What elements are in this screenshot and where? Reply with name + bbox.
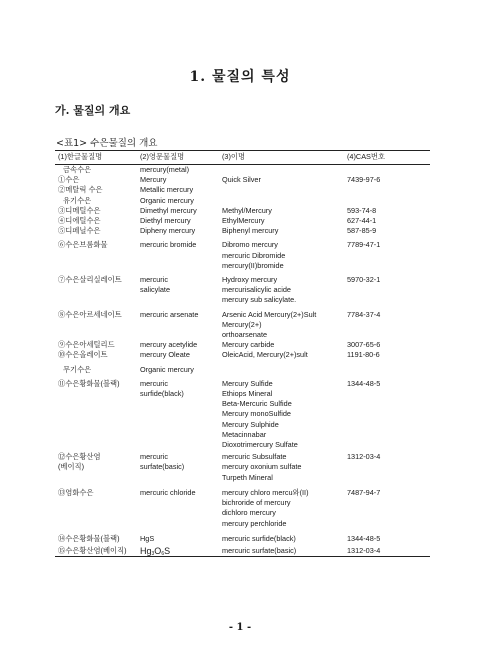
table-row [55, 452, 430, 483]
cell-korean-name: ⑤디페닐수은 [58, 226, 101, 236]
cell-cas-number: 1344-48-5 [347, 378, 381, 388]
cell-cas-number [347, 165, 430, 175]
table-row [55, 534, 430, 544]
cell-english-name: mercuric surfate(basic) [140, 452, 185, 472]
table-row [55, 340, 430, 350]
header-alias: (3)이명 [222, 152, 246, 162]
cell-cas-number: 7439-97-6 [347, 175, 381, 185]
cell-cas-number: 1344-48-5 [347, 533, 381, 543]
cell-alias: Dibromo mercury mercuric Dibromide mercury(II)bromide [222, 240, 286, 270]
cell-korean-name: ⑪수은황화물(블랙) [58, 378, 120, 388]
cell-korean-name: ⑨수은아세틸리드 [58, 340, 115, 350]
cell-english-name: mercury(metal) [140, 165, 190, 174]
cell-alias [222, 196, 347, 206]
cell-english-name: mercuric surfide(black) [140, 378, 184, 399]
cell-alias: mercuric surfide(black) [222, 533, 296, 543]
cell-english-name: Diethyl mercury [140, 216, 191, 226]
cell-cas-number: 7789-47-1 [347, 240, 381, 250]
cell-cas-number: 627-44-1 [347, 216, 377, 226]
cell-cas-number: 7487-94-7 [347, 487, 381, 497]
cell-korean-name: ②메탈릭 수은 [58, 185, 103, 195]
table-row [55, 546, 430, 556]
cell-alias: mercuric surfate(basic) [222, 545, 297, 555]
cell-korean-name: ⑮수은황산염(베이직) [58, 545, 127, 555]
cell-english-name: mercuric bromide [140, 240, 197, 250]
cell-english-name: mercuric salicylate [140, 275, 171, 295]
cell-alias: Mercury carbide [222, 340, 275, 350]
cell-korean-name: ①수은 [58, 175, 80, 185]
table-row [55, 206, 430, 216]
cell-korean-name: 금속수은 [63, 165, 92, 174]
cell-korean-name: ⑥수은브롬화물 [58, 240, 108, 250]
cell-alias [222, 365, 347, 375]
cell-cas-number: 1312-03-4 [347, 545, 381, 555]
cell-korean-name: 유기수은 [63, 195, 92, 205]
cell-english-name: Mercury [140, 175, 167, 185]
cell-cas-number: 3007-65-6 [347, 340, 381, 350]
cell-english-name: mercury acetylide [140, 340, 198, 350]
cell-alias: Arsenic Acid Mercury(2+)Sult Mercury(2+) orthoarsenate [222, 309, 317, 340]
table-row [55, 175, 430, 185]
cell-alias: mercuric Subsulfate mercury oxonium sulfate Turpeth Mineral [222, 452, 302, 482]
cell-english-name: mercuric chloride [140, 487, 196, 497]
cell-korean-name: ⑬염화수은 [58, 487, 94, 497]
cell-alias [222, 165, 347, 175]
table-header-row [55, 151, 430, 165]
cell-korean-name: ⑩수은올레이트 [58, 350, 108, 360]
cell-alias: Methyl/Mercury [222, 205, 272, 215]
header-korean-name: (1)한글물질명 [58, 152, 103, 162]
header-cas-number: (4)CAS번호 [347, 152, 386, 162]
cell-alias: mercury chloro mercu와(II) bichroride of mercury dichloro mercury mercury perchloride [222, 487, 309, 528]
cell-english-name: Dipheny mercury [140, 226, 196, 236]
table-row [55, 310, 430, 341]
cell-cas-number [347, 185, 430, 195]
cell-korean-name: 무기수은 [63, 364, 92, 374]
table-row [55, 185, 430, 195]
cell-english-name: mercury Oleate [140, 350, 190, 360]
section-heading: 가. 물질의 개요 [55, 104, 131, 117]
cell-cas-number: 587-85-9 [347, 226, 377, 236]
table-row [55, 240, 430, 271]
cell-cas-number: 1191-80-6 [347, 350, 380, 360]
chemical-formula: $Hg_3O_6S$ [140, 545, 171, 557]
cell-alias: EthylMercury [222, 216, 265, 226]
cell-alias: Mercury Sulfide Ethiops Mineral Beta-Mercuric Sulfide Mercury monoSulfide Mercury Sulphide Metacinnabar Dioxotrimercury Sulfate [222, 378, 298, 450]
cell-cas-number [347, 365, 430, 375]
cell-korean-name: ⑭수은황화물(블랙) [58, 533, 120, 543]
mercury-substances-table [55, 150, 430, 557]
cell-cas-number: 593-74-8 [347, 205, 377, 215]
table-row [55, 216, 430, 226]
cell-cas-number [347, 196, 430, 206]
cell-alias [222, 185, 347, 195]
cell-korean-name: ③디메틸수은 [58, 205, 101, 215]
cell-alias: Biphenyl mercury [222, 226, 279, 236]
page-title: 1. 물질의 특성 [189, 69, 291, 85]
table-body [55, 165, 430, 556]
cell-english-name: Metallic mercury [140, 185, 194, 195]
cell-cas-number: 1312-03-4 [347, 452, 381, 462]
cell-english-name: Dimethyl mercury [140, 205, 197, 215]
cell-alias: Hydroxy mercury mercurisalicylic acide mercury sub salicylate. [222, 275, 297, 305]
table-row [55, 488, 430, 529]
cell-korean-name: ④디에틸수은 [58, 216, 101, 226]
cell-english-name: mercuric arsenate [140, 309, 199, 319]
table-row [55, 379, 430, 450]
cell-alias: Quick Silver [222, 175, 261, 185]
cell-korean-name: ⑧수은아르세네이트 [58, 309, 122, 319]
table-row [55, 196, 430, 206]
cell-korean-name: ⑫수은황산염 (베이직) [58, 452, 101, 472]
cell-cas-number: 5970-32-1 [347, 275, 381, 285]
cell-english-name: Organic mercury [140, 195, 194, 205]
cell-english-name [140, 546, 222, 556]
table-row [55, 350, 430, 360]
page-number: - 1 - [228, 622, 252, 633]
cell-english-name: Organic mercury [140, 364, 194, 374]
table-row [55, 275, 430, 306]
cell-korean-name: ⑦수은살리실레이트 [58, 275, 122, 285]
cell-english-name: HgS [140, 533, 155, 543]
header-english-name: (2)영문물질명 [140, 152, 185, 162]
table-row [55, 226, 430, 236]
cell-alias: OleicAcid, Mercury(2+)sult [222, 350, 308, 360]
table-caption: <표1> 수은물질의 개요 [56, 138, 158, 149]
cell-cas-number: 7784-37-4 [347, 309, 381, 319]
table-row [55, 165, 430, 175]
table-row [55, 365, 430, 375]
